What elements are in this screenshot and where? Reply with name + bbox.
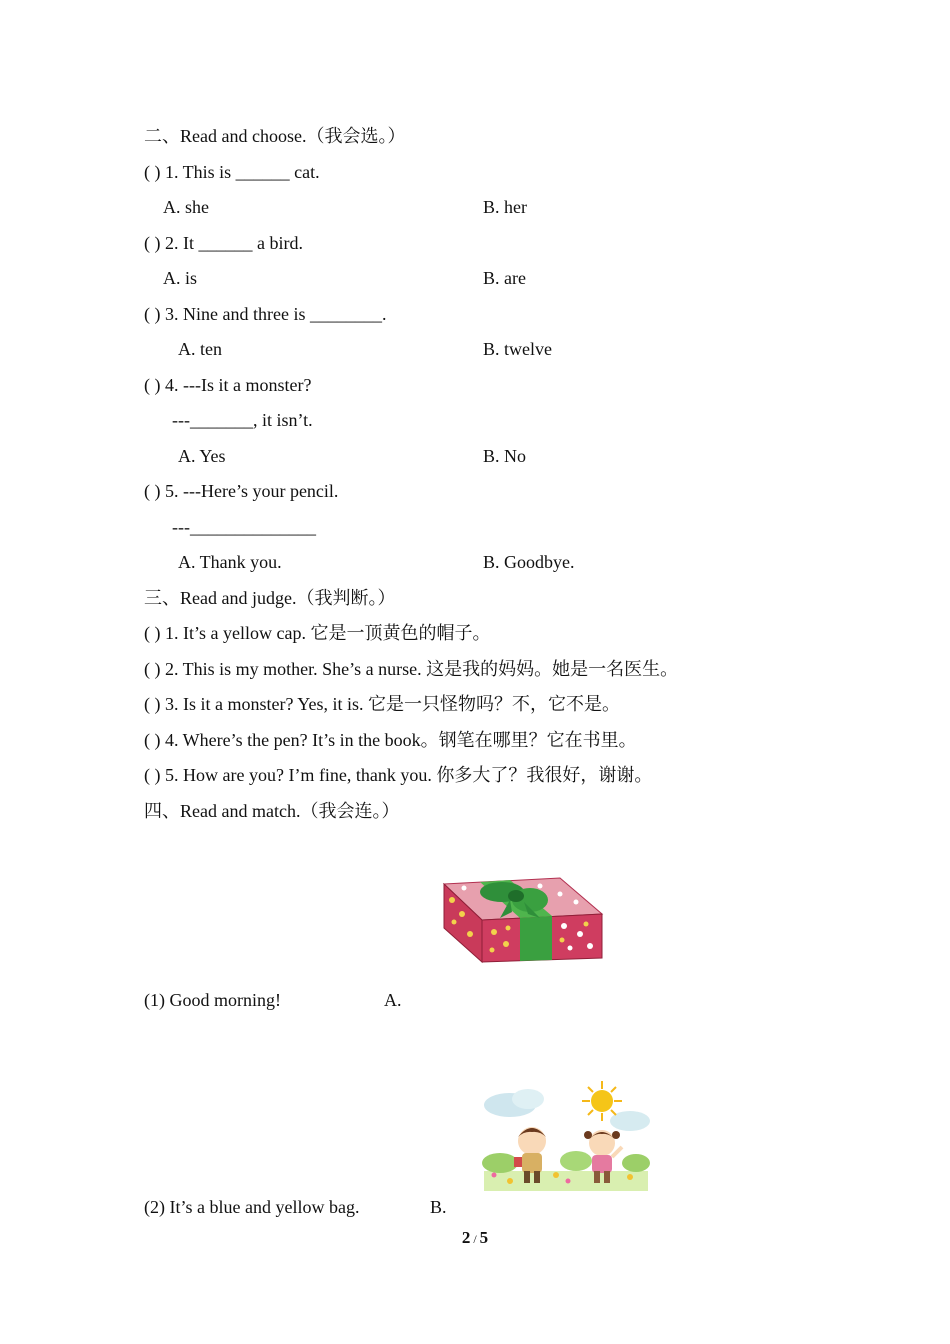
q1-stem: ( ) 1. This is ______ cat. (144, 162, 320, 182)
q1-option-b: B. her (483, 197, 527, 217)
match-left-1: (1) Good morning! (144, 990, 281, 1010)
page-current: 2 (461, 1228, 471, 1247)
match-right-a: A. (384, 990, 402, 1010)
children-greeting-icon (480, 1077, 652, 1195)
q2-stem: ( ) 2. It ______ a bird. (144, 233, 303, 253)
q4-sub: ---_______, it isn’t. (172, 410, 313, 430)
page-total: 5 (479, 1228, 489, 1247)
q5-sub: ---______________ (172, 517, 316, 537)
judge-item-2: ( ) 2. This is my mother. She’s a nurse. 这是我的妈妈。她是一名医生。 (144, 659, 679, 679)
judge-item-4: ( ) 4. Where’s the pen? It’s in the book。钢笔在哪里？它在书里。 (144, 730, 637, 750)
gift-box-icon (440, 874, 605, 966)
q1-option-a: A. she (163, 197, 209, 217)
q4-option-a: A. Yes (178, 446, 226, 466)
section3-heading: 三、Read and judge.（我判断。） (144, 588, 396, 608)
q4-stem: ( ) 4. ---Is it a monster? (144, 375, 312, 395)
q4-option-b: B. No (483, 446, 527, 466)
judge-item-3: ( ) 3. Is it a monster? Yes, it is. 它是一只怪物吗？不，它不是。 (144, 694, 620, 714)
q2-option-b: B. are (483, 268, 526, 288)
judge-item-5: ( ) 5. How are you? I’m fine, thank you. 你多大了？我很好，谢谢。 (144, 765, 653, 785)
q5-option-b: B. Goodbye. (483, 552, 575, 572)
q5-stem: ( ) 5. ---Here’s your pencil. (144, 481, 339, 501)
section4-heading: 四、Read and match.（我会连。） (144, 801, 400, 821)
section2-heading: 二、Read and choose.（我会选。） (144, 126, 406, 146)
match-left-2: (2) It’s a blue and yellow bag. (144, 1197, 360, 1217)
judge-item-1: ( ) 1. It’s a yellow cap. 它是一顶黄色的帽子。 (144, 623, 491, 643)
q3-option-b: B. twelve (483, 339, 552, 359)
q3-stem: ( ) 3. Nine and three is ________. (144, 304, 387, 324)
q3-option-a: A. ten (178, 339, 222, 359)
match-right-b: B. (430, 1197, 447, 1217)
q5-option-a: A. Thank you. (178, 552, 282, 572)
page-separator: / (473, 1232, 477, 1246)
q2-option-a: A. is (163, 268, 198, 288)
page-number (0, 1228, 950, 1248)
